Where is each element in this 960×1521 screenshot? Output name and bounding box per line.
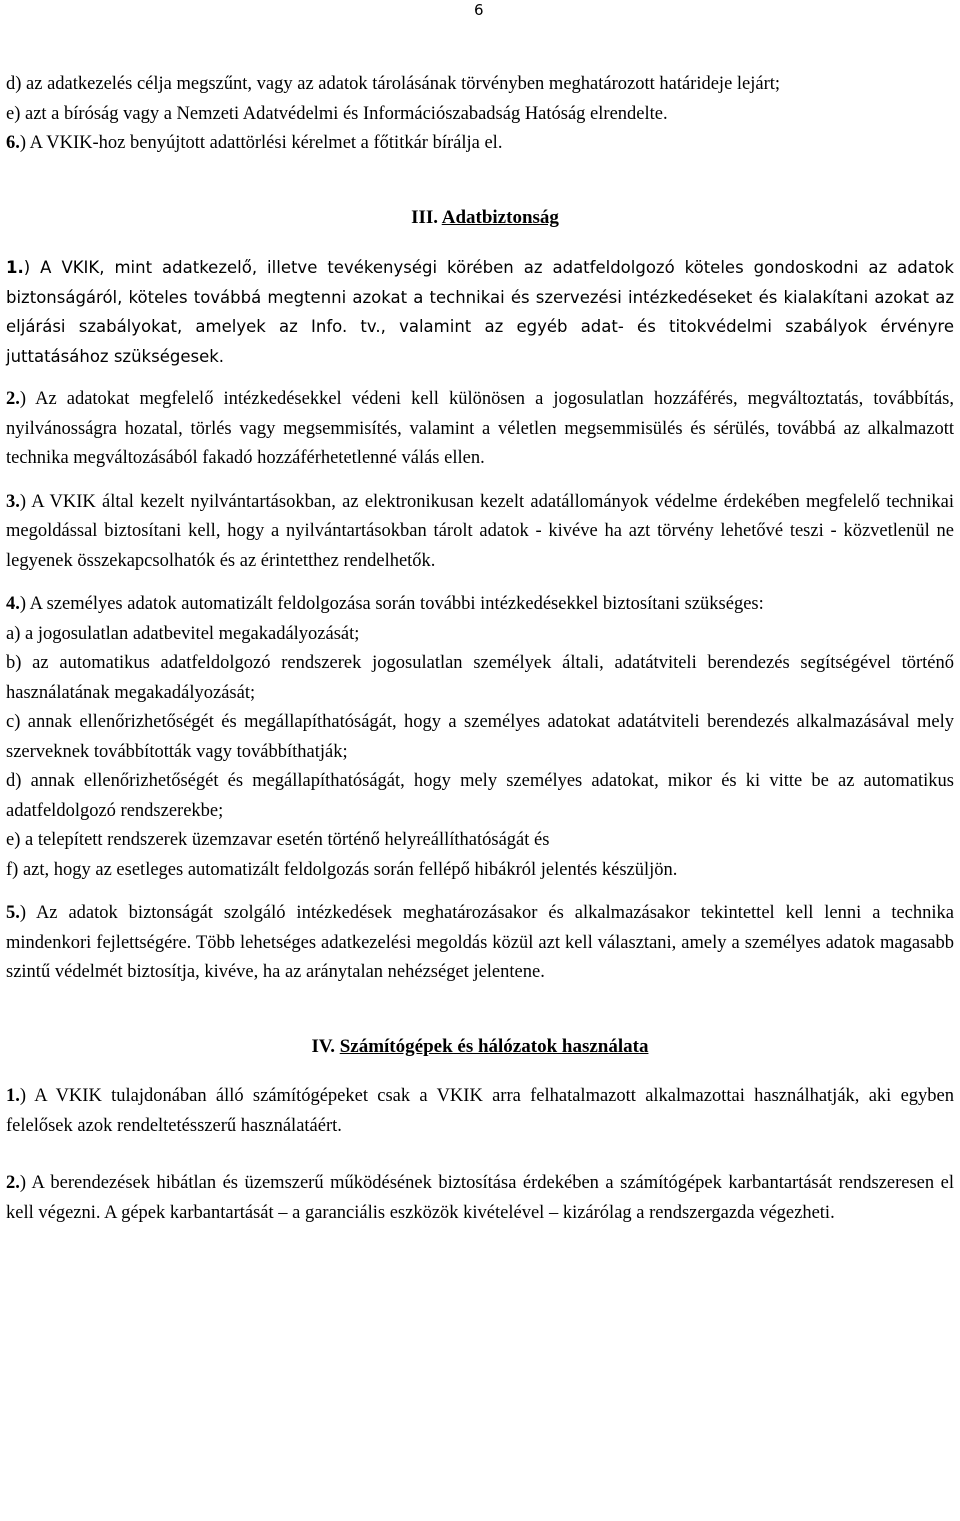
paragraph-iv-1: [6, 1082, 954, 1141]
section-heading-iii: [6, 203, 954, 233]
section-title: Adatbiztonság: [441, 206, 559, 228]
paragraph-iii-4: [6, 590, 954, 620]
paragraph-text: ) A VKIK tulajdonában álló számítógépeket csak a VKIK arra felhatalmazott alkalmazottai használhatják, aki egyben felelősek azok rendeltetésszerű használatáért.: [6, 1086, 954, 1136]
paragraph-iii-2: [6, 385, 954, 474]
paragraph-text: ) Az adatok biztonságát szolgáló intézkedések meghatározásakor és alkalmazásakor tekintettel kell lenni a technika mindenkori fejlettségére. Több lehetséges adatkezelési megoldás közül azt kell választani, amely a személyes adatok magasabb szintű védelmét biztosítja, kivéve, ha az aránytalan nehézséget jelentene.: [6, 903, 954, 982]
paragraph-number: 4.: [6, 594, 20, 614]
paragraph-text: ) A személyes adatok automatizált feldolgozása során további intézkedésekkel biztosítani szükséges:: [19, 594, 764, 614]
list-item-c: c) annak ellenőrizhetőségét és megállapíthatóságát, hogy a személyes adatokat adatátviteli berendezés alkalmazásával mely szerveknek továbbították vagy továbbíthatják;: [6, 712, 954, 762]
paragraph-text: ) A VKIK által kezelt nyilvántartásokban, az elektronikusan kezelt adatállományok védelme érdekében megfelelő technikai megoldással biztosítani kell, hogy a nyilvántartásokban tárolt adatok - kivéve ha azt törvény lehetővé teszi - közvetlenül ne legyenek összekapcsolhatók és az érintetthez rendelhetők.: [6, 491, 954, 571]
paragraph-iv-2: [6, 1169, 954, 1228]
section-heading-iv: [6, 1032, 954, 1062]
section-title: Számítógépek és hálózatok használata: [339, 1035, 649, 1057]
document-body: [6, 70, 954, 1228]
list-item-f: f) azt, hogy az esetleges automatizált feldolgozás során fellépő hibákról jelentés készüljön.: [6, 859, 678, 880]
paragraph-text: ) A VKIK, mint adatkezelő, illetve tevékenységi körében az adatfeldolgozó köteles gondoskodni az adatok biztonságáról, köteles továbbá megtenni azokat a technikai és szervezési intézkedéseket és kialakítani azokat az eljárási szabályokat, amelyek az Info. tv., valamint az egyéb adat- és titokvédelmi szabályok érvényre juttatásához szükségesek.: [6, 258, 954, 366]
list-item-b: b) az automatikus adatfeldolgozó rendszerek jogosulatlan személyek általi, adatátviteli berendezés segítségével történő használatának megakadályozását;: [6, 653, 954, 703]
intro-item-e: e) azt a bíróság vagy a Nemzeti Adatvédelmi és Információszabadság Hatóság elrendelte.: [6, 103, 668, 124]
paragraph-number: 2.: [6, 389, 20, 409]
paragraph-text: ) Az adatokat megfelelő intézkedésekkel védeni kell különösen a jogosulatlan hozzáférés, megváltoztatás, továbbítás, nyilvánosságra hozatal, törlés vagy megsemmisítés, valamint a véletlen megsemmisülés és sérülés, továbbá az alkalmazott technika megváltozásából fakadó hozzáférhetetlenné válás ellen.: [6, 389, 954, 468]
section-roman: III.: [411, 206, 439, 228]
paragraph-number: 3.: [6, 491, 20, 512]
page-number: 6: [474, 1, 484, 19]
list-item-d: d) annak ellenőrizhetőségét és megállapíthatóságát, hogy mely személyes adatokat, mikor és ki vitte be az automatikus adatfeldolgozó rendszerekbe;: [6, 771, 954, 821]
paragraph-number: 5.: [6, 903, 20, 923]
paragraph-iii-1: [6, 253, 954, 371]
list-item-e: e) a telepített rendszerek üzemzavar esetén történő helyreállíthatóságát és: [6, 830, 550, 850]
paragraph-number: 2.: [6, 1173, 20, 1193]
paragraph-number: 1.: [6, 1086, 20, 1106]
paragraph-iii-3: [6, 488, 954, 577]
paragraph-6: [6, 129, 954, 159]
section-roman: IV.: [311, 1035, 335, 1057]
paragraph-text: ) A berendezések hibátlan és üzemszerű működésének biztosítása érdekében a számítógépek karbantartását rendszeresen el kell végezni. A gépek karbantartását – a garanciális eszközök kivételével – kizárólag a rendszergazda végezheti.: [6, 1173, 954, 1223]
list-item-a: a) a jogosulatlan adatbevitel megakadályozását;: [6, 623, 360, 644]
paragraph-text: ) A VKIK-hoz benyújtott adattörlési kérelmet a főtitkár bírálja el.: [19, 133, 503, 153]
paragraph-iii-5: [6, 899, 954, 988]
paragraph-number: 1.: [6, 258, 24, 277]
intro-item-d: d) az adatkezelés célja megszűnt, vagy az adatok tárolásának törvényben meghatározott határideje lejárt;: [6, 74, 781, 94]
paragraph-number: 6.: [6, 133, 20, 153]
